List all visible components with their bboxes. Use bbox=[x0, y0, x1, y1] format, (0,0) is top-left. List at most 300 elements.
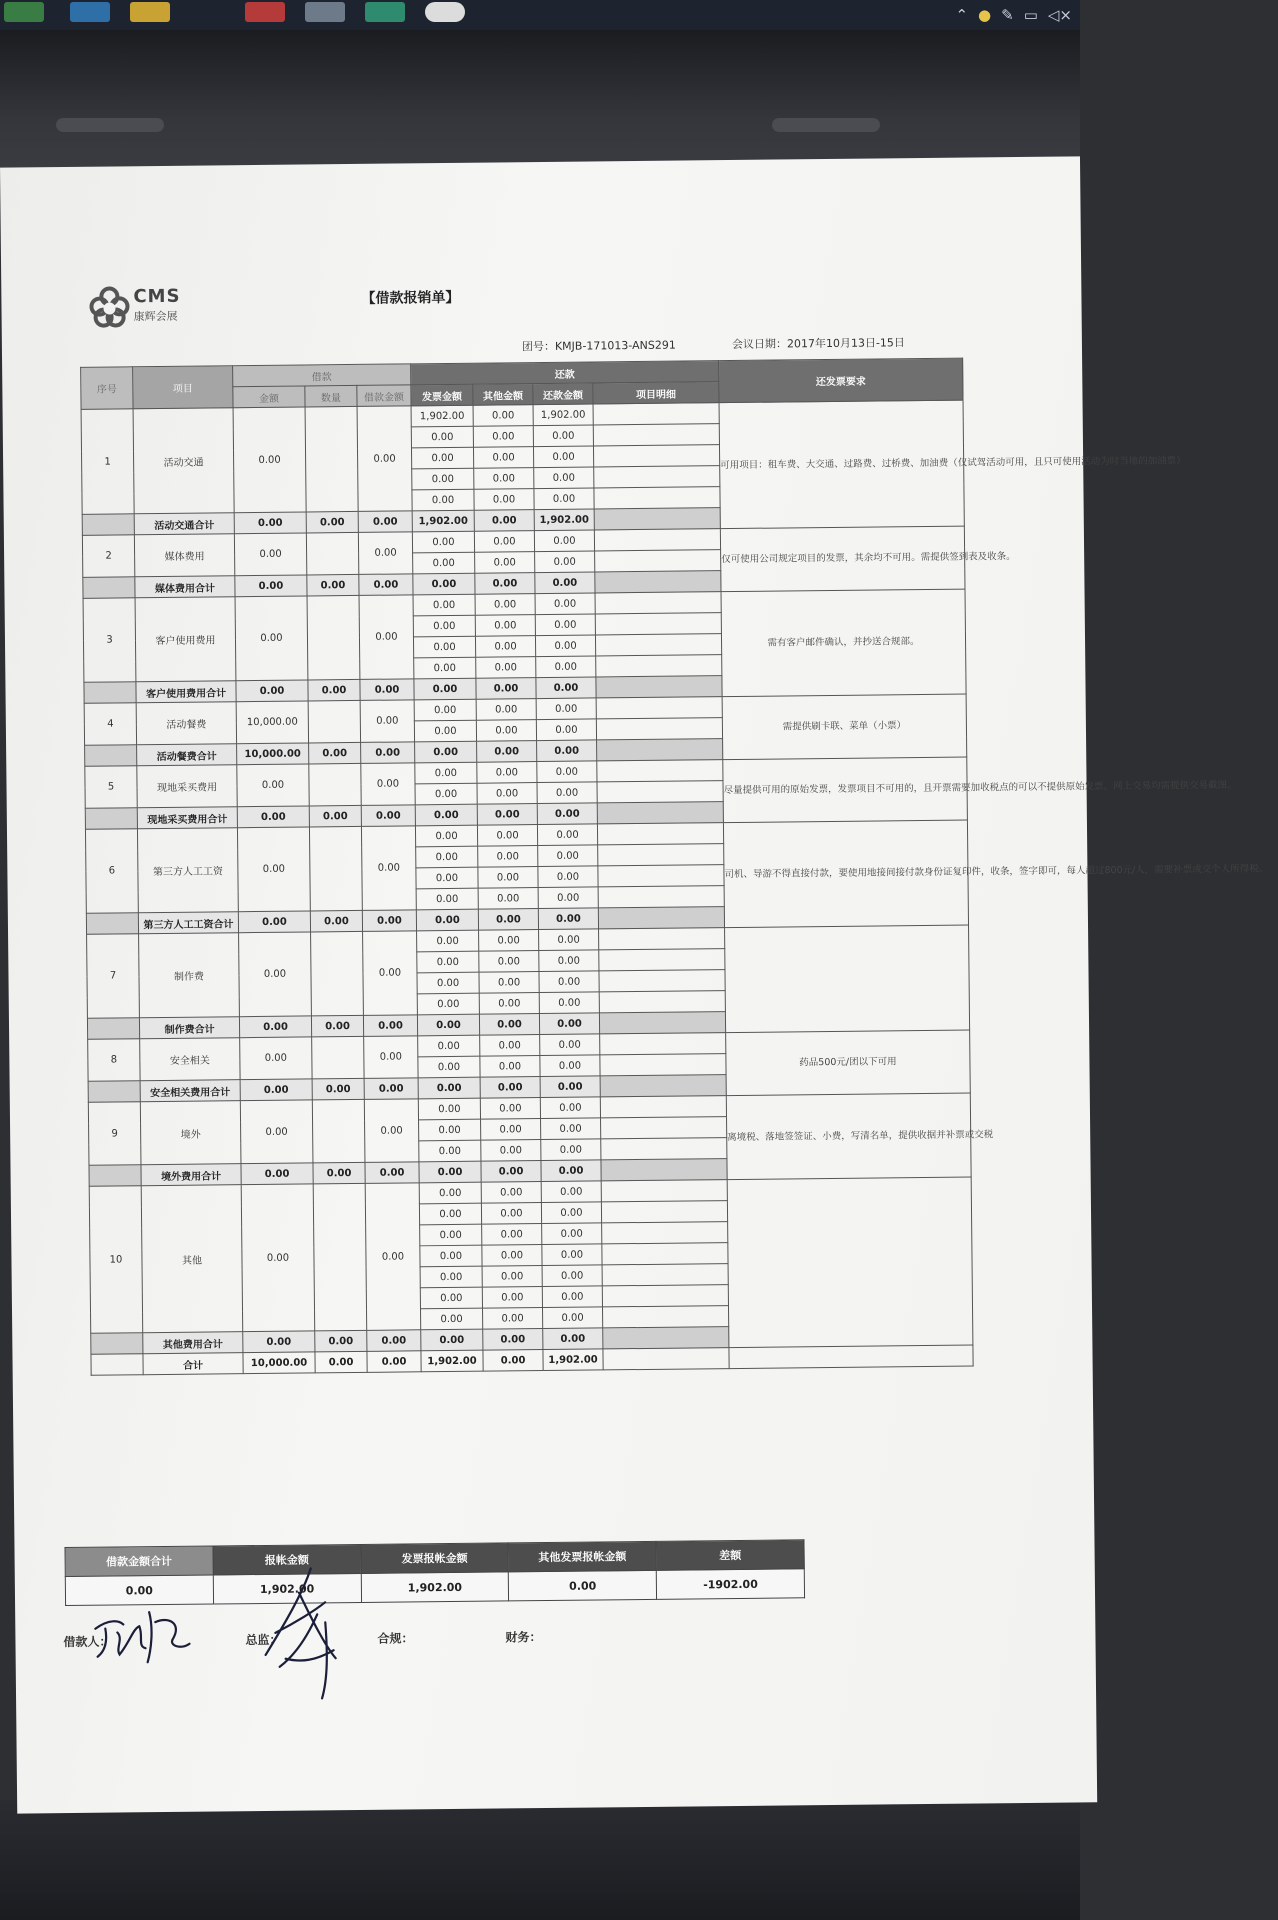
repay-cell: 0.00 bbox=[539, 950, 599, 972]
subtotal-cell: 0.00 bbox=[312, 1078, 364, 1100]
detail-cell bbox=[594, 487, 720, 509]
repay-cell: 0.00 bbox=[481, 1119, 541, 1141]
subtotal-detail bbox=[597, 739, 723, 761]
subtotal-cell: 0.00 bbox=[363, 1015, 417, 1037]
repay-cell: 1,902.00 bbox=[533, 404, 593, 426]
repay-cell: 0.00 bbox=[475, 636, 535, 658]
system-tray bbox=[955, 4, 1072, 26]
subtotal-cell: 0.00 bbox=[306, 511, 358, 533]
loan-amount-cell: 10,000.00 bbox=[236, 701, 308, 744]
loan-amount-cell: 0.00 bbox=[241, 1184, 315, 1332]
repay-cell: 0.00 bbox=[419, 1182, 481, 1204]
detail-cell bbox=[599, 970, 725, 992]
loan-amount-cell: 0.00 bbox=[235, 596, 308, 681]
detail-cell bbox=[593, 424, 719, 446]
subtotal-detail bbox=[596, 676, 722, 698]
repay-cell: 0.00 bbox=[413, 594, 475, 616]
subtotal-cell: 0.00 bbox=[359, 574, 413, 596]
subtotal-cell: 0.00 bbox=[311, 1015, 363, 1037]
grand-total-cell: 1,902.00 bbox=[543, 1349, 603, 1371]
subtotal-cell: 0.00 bbox=[313, 1162, 365, 1184]
meeting-date: 会议日期：2017年10月13日-15日 bbox=[731, 336, 905, 351]
loan-qty-cell bbox=[309, 763, 361, 806]
subtotal-label: 制作费合计 bbox=[139, 1017, 239, 1039]
invoice-requirement: 需有客户邮件确认，并抄送合规部。 bbox=[721, 589, 966, 697]
repay-cell: 0.00 bbox=[412, 489, 474, 511]
subtotal-cell: 0.00 bbox=[235, 575, 307, 597]
detail-cell bbox=[602, 1285, 728, 1307]
row-item: 活动交通 bbox=[133, 408, 234, 514]
subtotal-detail bbox=[594, 508, 720, 530]
subtotal-blank bbox=[89, 1165, 141, 1187]
repay-cell: 0.00 bbox=[411, 447, 473, 469]
subtotal-cell: 0.00 bbox=[541, 1160, 601, 1182]
repay-cell: 0.00 bbox=[534, 530, 594, 552]
detail-cell bbox=[599, 991, 725, 1013]
taskbar-app-icon[interactable] bbox=[425, 2, 465, 22]
taskbar bbox=[0, 0, 1080, 30]
subtotal-cell: 0.00 bbox=[477, 804, 537, 826]
repay-cell: 0.00 bbox=[479, 972, 539, 994]
subtotal-cell: 0.00 bbox=[239, 1016, 311, 1038]
repay-cell: 0.00 bbox=[414, 720, 476, 742]
repay-cell: 0.00 bbox=[482, 1245, 542, 1267]
row-item: 制作费 bbox=[139, 933, 240, 1018]
summary-value: -1902.00 bbox=[656, 1569, 804, 1600]
subtotal-cell: 0.00 bbox=[419, 1161, 481, 1183]
detail-cell bbox=[601, 1138, 727, 1160]
finance-label: 财务： bbox=[505, 1630, 542, 1645]
col-repay-amount: 还款金额 bbox=[533, 383, 593, 405]
detail-cell bbox=[594, 529, 720, 551]
repay-cell: 0.00 bbox=[417, 993, 479, 1015]
repay-cell: 0.00 bbox=[475, 552, 535, 574]
loan-total-cell: 0.00 bbox=[361, 826, 416, 911]
col-seq: 序号 bbox=[81, 367, 133, 410]
repay-cell: 0.00 bbox=[481, 1182, 541, 1204]
repay-cell: 0.00 bbox=[477, 783, 537, 805]
status-icon[interactable]: ● bbox=[978, 6, 992, 24]
loan-total-cell: 0.00 bbox=[357, 406, 412, 512]
subtotal-cell: 0.00 bbox=[475, 573, 535, 595]
compliance-label: 合规： bbox=[377, 1631, 414, 1646]
detail-cell bbox=[595, 634, 721, 656]
summary-value: 1,902.00 bbox=[361, 1572, 509, 1603]
subtotal-cell: 0.00 bbox=[308, 679, 360, 701]
row-seq: 5 bbox=[85, 766, 137, 809]
repay-cell: 0.00 bbox=[535, 551, 595, 573]
col-detail: 项目明细 bbox=[593, 382, 719, 404]
summary-value: 0.00 bbox=[509, 1570, 657, 1601]
repay-cell: 0.00 bbox=[418, 1056, 480, 1078]
repay-cell: 0.00 bbox=[539, 971, 599, 993]
invoice-requirement: 可用项目：租车费、大交通、过路费、过桥费、加油费（仅试驾活动可用，且只可使用活动为时当地的加油票） bbox=[719, 400, 964, 529]
summary-table bbox=[64, 1539, 805, 1606]
repay-cell: 0.00 bbox=[480, 1098, 540, 1120]
subtotal-cell: 0.00 bbox=[364, 1078, 418, 1100]
repay-cell: 0.00 bbox=[420, 1287, 482, 1309]
col-item: 项目 bbox=[133, 366, 233, 409]
pen-icon[interactable]: ✎ bbox=[1001, 6, 1014, 24]
subtotal-cell: 0.00 bbox=[361, 742, 415, 764]
repay-cell: 1,902.00 bbox=[411, 405, 473, 427]
subtotal-cell: 0.00 bbox=[365, 1162, 419, 1184]
repay-cell: 0.00 bbox=[537, 824, 597, 846]
repay-cell: 0.00 bbox=[534, 488, 594, 510]
subtotal-detail bbox=[600, 1075, 726, 1097]
repay-cell: 0.00 bbox=[534, 467, 594, 489]
repay-cell: 0.00 bbox=[533, 446, 593, 468]
subtotal-label: 安全相关费用合计 bbox=[140, 1080, 240, 1102]
detail-cell bbox=[598, 886, 724, 908]
repay-cell: 0.00 bbox=[541, 1139, 601, 1161]
grand-total-cell: 10,000.00 bbox=[243, 1352, 315, 1374]
grand-total-cell: 0.00 bbox=[315, 1351, 367, 1373]
loan-qty-cell bbox=[313, 1183, 367, 1331]
subtotal-cell: 0.00 bbox=[358, 511, 412, 533]
repay-cell: 0.00 bbox=[413, 636, 475, 658]
detail-cell bbox=[602, 1264, 728, 1286]
subtotal-cell: 0.00 bbox=[481, 1161, 541, 1183]
repay-cell: 0.00 bbox=[480, 1056, 540, 1078]
subtotal-blank bbox=[91, 1333, 143, 1355]
subtotal-blank bbox=[86, 913, 138, 935]
loan-total-cell: 0.00 bbox=[363, 931, 418, 1016]
taskbar-app-icon[interactable] bbox=[305, 2, 345, 22]
repay-cell: 0.00 bbox=[539, 992, 599, 1014]
invoice-requirement: 需提供刷卡联、菜单（小票） bbox=[722, 694, 967, 760]
subtotal-blank bbox=[84, 682, 136, 704]
repay-cell: 0.00 bbox=[535, 614, 595, 636]
repay-cell: 0.00 bbox=[533, 425, 593, 447]
invoice-requirement: 司机、导游不得直接付款，要使用地接间接付款身份证复印件，收条，签字即可，每人超过800元/人，需要补票或交个人所得税。 bbox=[723, 820, 968, 928]
loan-amount-cell: 0.00 bbox=[234, 533, 306, 576]
subtotal-detail bbox=[601, 1159, 727, 1181]
subtotal-detail bbox=[595, 571, 721, 593]
detail-cell bbox=[600, 1096, 726, 1118]
subtotal-cell: 0.00 bbox=[415, 741, 477, 763]
summary-value: 0.00 bbox=[65, 1575, 213, 1606]
row-seq: 1 bbox=[81, 409, 134, 515]
detail-cell bbox=[596, 655, 722, 677]
repay-cell: 0.00 bbox=[540, 1034, 600, 1056]
subtotal-cell: 0.00 bbox=[540, 1076, 600, 1098]
taskbar-app-icon[interactable] bbox=[130, 2, 170, 22]
repay-cell: 0.00 bbox=[538, 887, 598, 909]
repay-cell: 0.00 bbox=[417, 972, 479, 994]
repay-cell: 0.00 bbox=[536, 698, 596, 720]
col-loan: 借款 bbox=[233, 364, 411, 387]
detail-cell bbox=[596, 718, 722, 740]
document-title: 【借款报销单】 bbox=[361, 289, 460, 307]
detail-cell bbox=[595, 550, 721, 572]
repay-cell: 0.00 bbox=[411, 426, 473, 448]
subtotal-cell: 0.00 bbox=[536, 677, 596, 699]
subtotal-cell: 0.00 bbox=[241, 1163, 313, 1185]
invoice-requirement bbox=[727, 1177, 973, 1348]
repay-cell: 0.00 bbox=[480, 1035, 540, 1057]
subtotal-cell: 0.00 bbox=[537, 740, 597, 762]
loan-amount-cell: 0.00 bbox=[239, 932, 312, 1017]
repay-cell: 0.00 bbox=[473, 405, 533, 427]
subtotal-cell: 0.00 bbox=[421, 1329, 483, 1351]
row-item: 境外 bbox=[140, 1101, 241, 1165]
invoice-requirement: 药品500元/团以下可用 bbox=[726, 1030, 971, 1096]
repay-cell: 0.00 bbox=[476, 657, 536, 679]
loan-total-cell: 0.00 bbox=[364, 1099, 419, 1163]
col-loan-amount: 金额 bbox=[233, 386, 305, 408]
repay-cell: 0.00 bbox=[418, 1035, 480, 1057]
subtotal-cell: 0.00 bbox=[543, 1328, 603, 1350]
subtotal-cell: 0.00 bbox=[234, 512, 306, 534]
repay-cell: 0.00 bbox=[475, 615, 535, 637]
repay-cell: 0.00 bbox=[419, 1119, 481, 1141]
repay-cell: 0.00 bbox=[542, 1286, 602, 1308]
detail-cell bbox=[599, 928, 725, 950]
repay-cell: 0.00 bbox=[420, 1224, 482, 1246]
loan-total-cell: 0.00 bbox=[360, 700, 414, 743]
detail-cell bbox=[598, 865, 724, 887]
subtotal-label: 媒体费用合计 bbox=[135, 576, 235, 598]
col-loan-total: 借款金额 bbox=[357, 385, 411, 407]
loan-qty-cell bbox=[308, 700, 360, 743]
detail-cell bbox=[601, 1180, 727, 1202]
subtotal-cell: 0.00 bbox=[483, 1329, 543, 1351]
repay-cell: 0.00 bbox=[478, 888, 538, 910]
grand-total-label: 合计 bbox=[143, 1353, 243, 1375]
repay-cell: 0.00 bbox=[475, 594, 535, 616]
detail-cell bbox=[593, 445, 719, 467]
repay-cell: 0.00 bbox=[539, 929, 599, 951]
background-surface bbox=[0, 1800, 1080, 1920]
group-number: 团号：KMJB-171013-ANS291 bbox=[521, 338, 676, 354]
repay-cell: 0.00 bbox=[473, 447, 533, 469]
row-item: 其他 bbox=[141, 1185, 243, 1333]
borrower-signature bbox=[89, 1598, 200, 1669]
subtotal-label: 活动交通合计 bbox=[134, 513, 234, 535]
detail-cell bbox=[597, 781, 723, 803]
loan-total-cell: 0.00 bbox=[365, 1183, 421, 1331]
repay-cell: 0.00 bbox=[536, 719, 596, 741]
subtotal-cell: 0.00 bbox=[413, 573, 475, 595]
expense-table bbox=[80, 358, 1269, 1376]
repay-cell: 0.00 bbox=[412, 531, 474, 553]
row-seq: 6 bbox=[85, 829, 138, 914]
repay-cell: 0.00 bbox=[415, 825, 477, 847]
repay-cell: 0.00 bbox=[416, 867, 478, 889]
loan-amount-cell: 0.00 bbox=[237, 764, 309, 807]
repay-cell: 0.00 bbox=[541, 1181, 601, 1203]
repay-cell: 0.00 bbox=[473, 426, 533, 448]
grand-total-cell: 0.00 bbox=[367, 1351, 421, 1373]
repay-cell: 0.00 bbox=[536, 656, 596, 678]
company-logo bbox=[87, 284, 197, 331]
bezel-detail bbox=[56, 118, 164, 132]
taskbar-app-icon[interactable] bbox=[245, 2, 285, 22]
subtotal-cell: 0.00 bbox=[240, 1079, 312, 1101]
repay-cell: 0.00 bbox=[415, 783, 477, 805]
invoice-requirement: 尽量提供可用的原始发票，发票项目不可用的，且开票需要加收税点的可以不提供原始发票。网上交易均需提供交易截图。 bbox=[723, 757, 968, 823]
row-seq: 9 bbox=[88, 1102, 141, 1166]
repay-cell: 0.00 bbox=[414, 699, 476, 721]
invoice-requirement: 仅可使用公司规定项目的发票，其余均不可用。需提供签到表及收条。 bbox=[720, 526, 965, 592]
detail-cell bbox=[601, 1117, 727, 1139]
loan-qty-cell bbox=[312, 1099, 365, 1163]
invoice-requirement bbox=[725, 925, 970, 1033]
subtotal-cell: 0.00 bbox=[480, 1077, 540, 1099]
repay-cell: 0.00 bbox=[479, 951, 539, 973]
loan-amount-cell: 0.00 bbox=[233, 407, 306, 513]
subtotal-blank bbox=[88, 1081, 140, 1103]
detail-cell bbox=[594, 466, 720, 488]
repay-cell: 0.00 bbox=[481, 1203, 541, 1225]
detail-cell bbox=[596, 697, 722, 719]
row-seq: 2 bbox=[82, 535, 134, 578]
subtotal-detail bbox=[598, 907, 724, 929]
speaker-mute-icon[interactable]: ◁× bbox=[1047, 6, 1072, 24]
repay-cell: 0.00 bbox=[479, 930, 539, 952]
repay-cell: 0.00 bbox=[417, 930, 479, 952]
repay-cell: 0.00 bbox=[477, 762, 537, 784]
repay-cell: 0.00 bbox=[419, 1140, 481, 1162]
repay-cell: 0.00 bbox=[535, 635, 595, 657]
subtotal-blank bbox=[83, 577, 135, 599]
row-item: 活动餐费 bbox=[136, 702, 236, 745]
subtotal-label: 现地采买费用合计 bbox=[137, 807, 237, 829]
subtotal-cell: 0.00 bbox=[307, 574, 359, 596]
detail-cell bbox=[597, 823, 723, 845]
subtotal-blank bbox=[85, 745, 137, 767]
row-seq: 8 bbox=[88, 1039, 140, 1082]
invoice-requirement: 离境税、落地签签证、小费，写清名单，提供收据并补票或交税 bbox=[726, 1093, 971, 1180]
subtotal-cell: 0.00 bbox=[367, 1330, 421, 1352]
chevron-up-icon[interactable]: ⌃ bbox=[955, 6, 969, 24]
detail-cell bbox=[593, 403, 719, 425]
subtotal-cell: 0.00 bbox=[361, 805, 415, 827]
row-seq: 3 bbox=[83, 598, 136, 683]
loan-total-cell: 0.00 bbox=[359, 595, 414, 680]
detail-cell bbox=[602, 1243, 728, 1265]
repay-cell: 0.00 bbox=[476, 699, 536, 721]
subtotal-cell: 0.00 bbox=[315, 1330, 367, 1352]
repay-cell: 0.00 bbox=[412, 468, 474, 490]
loan-amount-cell: 0.00 bbox=[240, 1037, 312, 1080]
subtotal-cell: 0.00 bbox=[238, 911, 310, 933]
taskbar-app-icon[interactable] bbox=[365, 2, 405, 22]
repay-cell: 0.00 bbox=[537, 761, 597, 783]
repay-cell: 0.00 bbox=[420, 1266, 482, 1288]
subtotal-cell: 0.00 bbox=[477, 741, 537, 763]
repay-cell: 0.00 bbox=[418, 1098, 480, 1120]
loan-total-cell: 0.00 bbox=[361, 763, 415, 806]
repay-cell: 0.00 bbox=[542, 1265, 602, 1287]
taskbar-app-icon[interactable] bbox=[4, 2, 44, 22]
repay-cell: 0.00 bbox=[420, 1245, 482, 1267]
detail-cell bbox=[598, 844, 724, 866]
subtotal-cell: 1,902.00 bbox=[534, 509, 594, 531]
repay-cell: 0.00 bbox=[541, 1118, 601, 1140]
repay-cell: 0.00 bbox=[417, 951, 479, 973]
col-invoice-amount: 发票金额 bbox=[411, 384, 473, 406]
subtotal-cell: 0.00 bbox=[474, 510, 534, 532]
flower-logo-icon bbox=[87, 284, 131, 328]
repay-cell: 0.00 bbox=[482, 1224, 542, 1246]
repay-cell: 0.00 bbox=[542, 1223, 602, 1245]
taskbar-app-icon[interactable] bbox=[70, 2, 110, 22]
col-other-amount: 其他金额 bbox=[473, 384, 533, 406]
grand-total-cell: 1,902.00 bbox=[421, 1350, 483, 1372]
repay-cell: 0.00 bbox=[415, 762, 477, 784]
row-item: 第三方人工工资 bbox=[137, 828, 238, 913]
detail-cell bbox=[601, 1201, 727, 1223]
subtotal-cell: 0.00 bbox=[416, 909, 478, 931]
subtotal-label: 境外费用合计 bbox=[141, 1164, 241, 1186]
detail-cell bbox=[597, 760, 723, 782]
repay-cell: 0.00 bbox=[540, 1097, 600, 1119]
detail-cell bbox=[600, 1054, 726, 1076]
repay-cell: 0.00 bbox=[482, 1287, 542, 1309]
repay-cell: 0.00 bbox=[476, 720, 536, 742]
detail-cell bbox=[602, 1306, 728, 1328]
logo-text: CMS bbox=[133, 285, 181, 308]
loan-qty-cell bbox=[312, 1036, 364, 1079]
loan-qty-cell bbox=[307, 595, 360, 680]
network-icon[interactable]: ▭ bbox=[1023, 6, 1038, 24]
detail-cell bbox=[595, 592, 721, 614]
detail-cell bbox=[595, 613, 721, 635]
subtotal-cell: 1,902.00 bbox=[412, 510, 474, 532]
subtotal-cell: 0.00 bbox=[414, 678, 476, 700]
repay-cell: 0.00 bbox=[542, 1307, 602, 1329]
subtotal-blank bbox=[82, 514, 134, 536]
subtotal-cell: 0.00 bbox=[538, 908, 598, 930]
subtotal-cell: 0.00 bbox=[478, 909, 538, 931]
subtotal-blank bbox=[85, 808, 137, 830]
subtotal-cell: 0.00 bbox=[539, 1013, 599, 1035]
repay-cell: 0.00 bbox=[416, 888, 478, 910]
row-seq: 4 bbox=[84, 703, 136, 746]
summary-header: 借款金额合计 bbox=[65, 1546, 213, 1577]
borrower-label: 借款人： bbox=[63, 1634, 112, 1650]
repay-cell: 0.00 bbox=[413, 615, 475, 637]
loan-qty-cell bbox=[311, 931, 364, 1016]
row-seq: 7 bbox=[87, 934, 140, 1019]
summary-header: 报帐金额 bbox=[213, 1544, 361, 1575]
repay-cell: 0.00 bbox=[479, 993, 539, 1015]
subtotal-label: 其他费用合计 bbox=[143, 1332, 243, 1354]
loan-total-cell: 0.00 bbox=[364, 1036, 418, 1079]
subtotal-cell: 0.00 bbox=[243, 1331, 315, 1353]
col-invoice-req: 还发票要求 bbox=[719, 358, 963, 403]
repay-cell: 0.00 bbox=[535, 593, 595, 615]
loan-qty-cell bbox=[309, 826, 362, 911]
loan-total-cell: 0.00 bbox=[358, 532, 412, 575]
repay-cell: 0.00 bbox=[474, 489, 534, 511]
repay-cell: 0.00 bbox=[541, 1202, 601, 1224]
subtotal-blank bbox=[87, 1018, 139, 1040]
subtotal-label: 客户使用费用合计 bbox=[136, 681, 236, 703]
subtotal-cell: 0.00 bbox=[535, 572, 595, 594]
repay-cell: 0.00 bbox=[419, 1203, 481, 1225]
repay-cell: 0.00 bbox=[538, 866, 598, 888]
subtotal-detail bbox=[599, 1012, 725, 1034]
subtotal-cell: 0.00 bbox=[537, 803, 597, 825]
repay-cell: 0.00 bbox=[538, 845, 598, 867]
row-item: 现地采买费用 bbox=[137, 765, 237, 808]
row-item: 媒体费用 bbox=[134, 534, 234, 577]
subtotal-cell: 0.00 bbox=[362, 910, 416, 932]
subtotal-cell: 0.00 bbox=[237, 806, 309, 828]
